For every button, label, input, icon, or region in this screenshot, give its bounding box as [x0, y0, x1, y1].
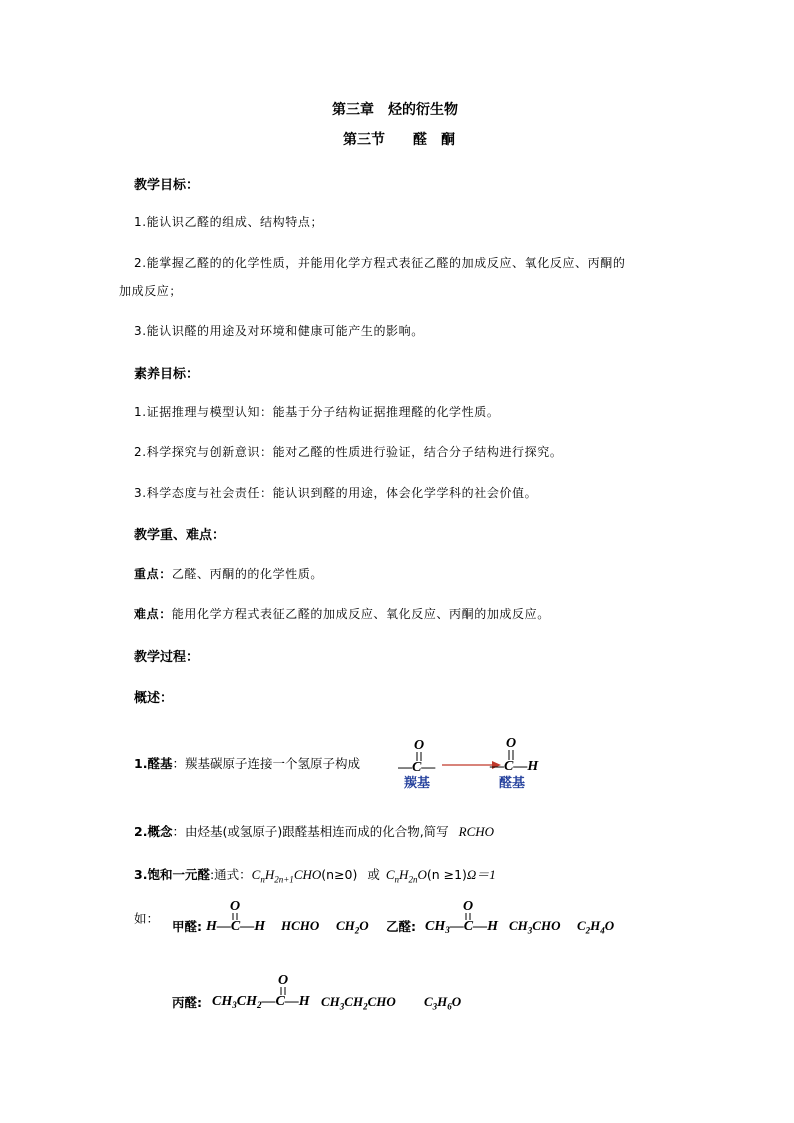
focus-line	[134, 565, 323, 582]
general-formula-2: $C_nH_{2n}O$	[385, 867, 427, 885]
svg-text:CH3—C—H: $CH_3—C—H$	[425, 919, 498, 935]
general-formula-label: 3.饱和一元醛	[134, 867, 210, 882]
svg-text:O: O	[278, 973, 289, 988]
aldehyde-name: 醛基	[499, 776, 526, 791]
overview-heading: 概述：	[134, 691, 174, 706]
formaldehyde-structure	[206, 896, 268, 936]
aldehyde-ch-atoms: —C—H	[490, 759, 539, 774]
goal-item-2-cont: 加成反应；	[119, 284, 183, 298]
formaldehyde-molecular: $CH_2O$	[336, 918, 369, 936]
literacy-item-1: 1.证据推理与模型认知：能基于分子结构证据推理醛的化学性质。	[134, 405, 500, 419]
literacy-heading: 素养目标：	[134, 367, 200, 382]
propanal-condensed: $CH_3CH_2CHO$	[321, 994, 396, 1012]
aldehyde-group-text: ：羰基碳原子连接一个氢原子构成	[172, 756, 360, 771]
general-formula-line	[134, 864, 496, 885]
difficulty-text: 能用化学方程式表征乙醛的加成反应、氧化反应、丙酮的加成反应。	[171, 607, 550, 621]
acetaldehyde-structure	[425, 896, 501, 936]
general-formula-cond1: (n≥0)	[321, 867, 358, 882]
aldehyde-o-atom: O	[506, 736, 517, 751]
chapter-title: 第三章 烃的衍生物	[332, 102, 458, 118]
focus-text: 乙醛、丙酮的的化学性质。	[171, 567, 324, 581]
concept-line	[134, 822, 494, 840]
or-word: 或	[367, 867, 380, 882]
unsaturation-degree: Ω＝1	[466, 867, 496, 882]
carbonyl-c-atom: —C—	[398, 760, 436, 775]
svg-text:O: O	[230, 899, 241, 914]
key-points-heading: 教学重、难点：	[134, 528, 226, 543]
carbonyl-o-atom: O	[414, 738, 425, 753]
acetaldehyde-condensed: $CH_3CHO$	[509, 918, 561, 936]
concept-text: ：由烃基(或氢原子)跟醛基相连而成的化合物,简写	[172, 824, 449, 839]
svg-text:H—C—H: H—C—H	[206, 919, 266, 934]
difficulty-label: 难点：	[134, 607, 172, 621]
aldehyde-group-line	[134, 754, 360, 772]
general-formula-cond2: (n ≥1)	[426, 867, 467, 882]
goals-heading: 教学目标：	[134, 178, 200, 193]
general-formula-1: $C_nH_{2n+1}CHO$	[251, 867, 322, 885]
formaldehyde-name: 甲醛:	[172, 919, 202, 934]
concept-formula: RCHO	[458, 824, 495, 839]
svg-text:CH3CH2—C—H: $CH_3CH_2—C—H$	[212, 994, 310, 1010]
acetaldehyde-molecular: $C_2H_4O$	[577, 918, 615, 936]
propanal-structure	[212, 970, 316, 1012]
general-formula-text: :通式：	[209, 867, 252, 882]
goal-item-2: 2.能掌握乙醛的的化学性质，并能用化学方程式表征乙醛的加成反应、氧化反应、丙酮的	[134, 256, 626, 270]
svg-text:O: O	[463, 899, 474, 914]
goal-item-3: 3.能认识醛的用途及对环境和健康可能产生的影响。	[134, 324, 424, 338]
focus-label: 重点：	[134, 567, 172, 581]
aldehyde-group-label: 1.醛基	[134, 756, 173, 771]
section-title: 第三节 醛 酮	[343, 132, 455, 148]
literacy-item-3: 3.科学态度与社会责任：能认识到醛的用途，体会化学学科的社会价值。	[134, 486, 538, 500]
propanal-molecular: $C_3H_6O$	[424, 994, 462, 1012]
concept-label: 2.概念	[134, 824, 173, 839]
examples-prefix: 如：	[134, 911, 160, 926]
acetaldehyde-name: 乙醛:	[386, 919, 416, 934]
goal-item-1: 1.能认识乙醛的组成、结构特点；	[134, 215, 324, 229]
formaldehyde-condensed: HCHO	[281, 918, 320, 933]
propanal-name: 丙醛:	[172, 995, 202, 1010]
difficulty-line	[134, 605, 550, 622]
literacy-item-2: 2.科学探究与创新意识：能对乙醛的性质进行验证，结合分子结构进行探究。	[134, 445, 563, 459]
carbonyl-name: 羰基	[404, 776, 431, 791]
process-heading: 教学过程：	[134, 650, 200, 665]
